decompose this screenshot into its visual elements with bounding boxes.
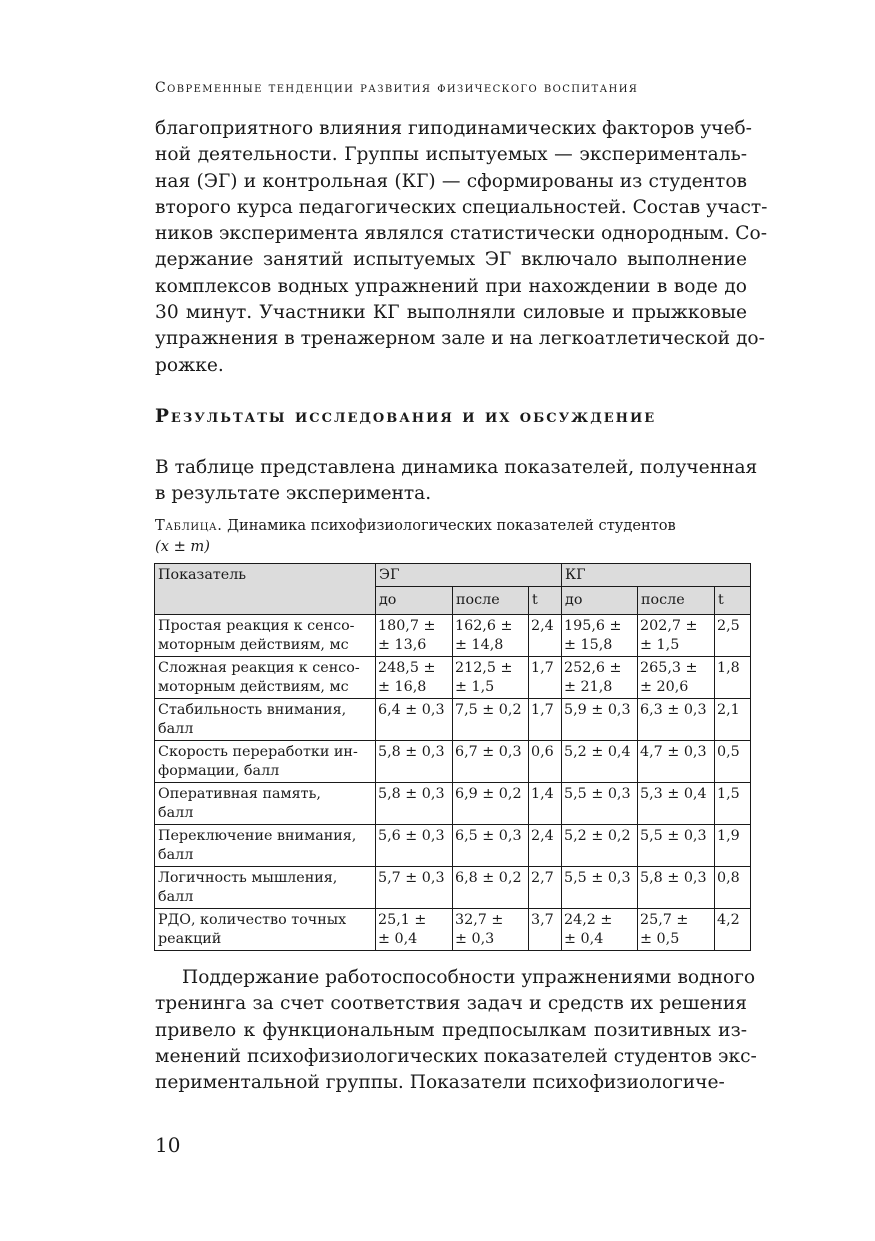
table-cell-indicator <box>155 867 376 909</box>
cell-line: Простая реакция к сенсо- <box>158 618 355 634</box>
text-line: В таблице представлена динамика показателей, полученная <box>155 457 758 478</box>
table-cell-eg-after <box>453 699 529 741</box>
results-table <box>154 563 751 951</box>
table-cell-kg-after <box>638 741 715 783</box>
intro-paragraph <box>155 116 768 379</box>
table-cell-kg-after <box>638 615 715 657</box>
table-cell-eg-before <box>376 909 453 951</box>
cell-line: 212,5 ± <box>455 660 513 676</box>
header-kg-after: после <box>638 587 715 615</box>
table-cell-kg-after <box>638 825 715 867</box>
cell-line: 1,8 <box>717 660 740 676</box>
cell-line: 6,3 ± 0,3 <box>640 702 707 718</box>
cell-line: 6,7 ± 0,3 <box>455 744 522 760</box>
table-row <box>155 783 751 825</box>
cell-line: 32,7 ± <box>455 912 504 928</box>
cell-line: 6,5 ± 0,3 <box>455 828 522 844</box>
table-cell-indicator <box>155 825 376 867</box>
table-cell-kg-after <box>638 867 715 909</box>
cell-line: 1,5 <box>717 786 740 802</box>
table-cell-kg-t <box>715 699 751 741</box>
cell-line: Переключение внимания, <box>158 828 357 844</box>
cell-line: реакций <box>158 931 222 947</box>
cell-line: 5,6 ± 0,3 <box>378 828 445 844</box>
table-row <box>155 657 751 699</box>
table-cell-kg-t <box>715 657 751 699</box>
table-cell-eg-after <box>453 741 529 783</box>
cell-line: ± 1,5 <box>640 637 680 653</box>
cell-line: 5,2 ± 0,2 <box>564 828 631 844</box>
cell-line: 25,7 ± <box>640 912 689 928</box>
table-cell-kg-after <box>638 657 715 699</box>
cell-line: ± 0,4 <box>564 931 604 947</box>
table-cell-indicator <box>155 699 376 741</box>
table-cell-eg-before <box>376 825 453 867</box>
cell-line: ± 1,5 <box>455 679 495 695</box>
table-cell-indicator <box>155 741 376 783</box>
text-line: периментальной группы. Показатели психофизиологиче- <box>155 1072 725 1094</box>
cell-line: 5,2 ± 0,4 <box>564 744 631 760</box>
cell-line: моторным действиям, мс <box>158 679 349 695</box>
cell-line: 0,8 <box>717 870 740 886</box>
cell-line: ± 21,8 <box>564 679 613 695</box>
cell-line: 4,2 <box>717 912 740 928</box>
cell-line: 5,5 ± 0,3 <box>564 786 631 802</box>
cell-line: ± 0,5 <box>640 931 680 947</box>
header-indicator: Показатель <box>155 564 376 615</box>
table-cell-eg-after <box>453 615 529 657</box>
text-line: ной деятельности. Группы испытуемых — эксперименталь- <box>155 144 747 166</box>
table-cell-kg-before <box>562 615 638 657</box>
cell-line: 24,2 ± <box>564 912 613 928</box>
table-cell-eg-t <box>529 867 562 909</box>
table-cell-indicator <box>155 615 376 657</box>
table-cell-kg-t <box>715 741 751 783</box>
header-group-eg: ЭГ <box>376 564 562 587</box>
table-row <box>155 825 751 867</box>
table-cell-kg-before <box>562 867 638 909</box>
text-line: 30 минут. Участники КГ выполняли силовые и прыжковые <box>155 302 747 324</box>
table-cell-kg-before <box>562 825 638 867</box>
header-kg-t: t <box>715 587 751 615</box>
cell-line: 2,1 <box>717 702 740 718</box>
text-line: Поддержание работоспособности упражнениями водного <box>182 967 756 988</box>
header-eg-before: до <box>376 587 453 615</box>
text-line: привело к функциональным предпосылкам позитивных из- <box>155 1019 747 1041</box>
text-line: в результате эксперимента. <box>155 483 432 505</box>
cell-line: ± 14,8 <box>455 637 504 653</box>
header-kg-before: до <box>562 587 638 615</box>
table-cell-indicator <box>155 657 376 699</box>
table-row <box>155 615 751 657</box>
table-cell-indicator <box>155 909 376 951</box>
cell-line: 265,3 ± <box>640 660 698 676</box>
cell-line: РДО, количество точных <box>158 912 347 928</box>
table-cell-eg-t <box>529 783 562 825</box>
table-cell-kg-t <box>715 825 751 867</box>
table-cell-kg-t <box>715 783 751 825</box>
cell-line: ± 0,4 <box>378 931 418 947</box>
header-group-kg: КГ <box>562 564 751 587</box>
cell-line: балл <box>158 847 194 863</box>
cell-line: 5,9 ± 0,3 <box>564 702 631 718</box>
conclusion-paragraph <box>155 965 757 1096</box>
table-cell-eg-after <box>453 909 529 951</box>
table-intro-paragraph <box>155 455 758 508</box>
cell-line: Скорость переработки ин- <box>158 744 358 760</box>
table-cell-eg-t <box>529 741 562 783</box>
table-cell-eg-t <box>529 825 562 867</box>
cell-line: 5,8 ± 0,3 <box>378 786 445 802</box>
text-line: комплексов водных упражнений при нахождении в воде до <box>155 275 747 297</box>
running-head: Современные тенденции развития физического воспитания <box>155 80 639 96</box>
table-cell-eg-before <box>376 699 453 741</box>
cell-line: моторным действиям, мс <box>158 637 349 653</box>
text-line: менений психофизиологических показателей студентов экс- <box>155 1045 757 1067</box>
table-cell-kg-before <box>562 741 638 783</box>
cell-line: 2,4 <box>531 618 554 634</box>
cell-line: 5,5 ± 0,3 <box>640 828 707 844</box>
text-line: благоприятного влияния гиподинамических факторов учеб- <box>155 118 752 139</box>
table-cell-kg-after <box>638 783 715 825</box>
cell-line: 6,8 ± 0,2 <box>455 870 522 886</box>
table-cell-kg-before <box>562 699 638 741</box>
table-cell-kg-t <box>715 909 751 951</box>
cell-line: ± 13,6 <box>378 637 427 653</box>
cell-line: 1,4 <box>531 786 554 802</box>
cell-line: 2,5 <box>717 618 740 634</box>
cell-line: 3,7 <box>531 912 554 928</box>
table-caption-formula: (x ± m) <box>155 538 210 555</box>
cell-line: 5,3 ± 0,4 <box>640 786 707 802</box>
cell-line: 7,5 ± 0,2 <box>455 702 522 718</box>
cell-line: ± 20,6 <box>640 679 689 695</box>
text-line: второго курса педагогических специальностей. Состав участ- <box>155 196 768 218</box>
cell-line: 248,5 ± <box>378 660 436 676</box>
table-cell-eg-after <box>453 657 529 699</box>
table-cell-eg-t <box>529 699 562 741</box>
cell-line: балл <box>158 889 194 905</box>
table-cell-kg-before <box>562 783 638 825</box>
cell-line: 252,6 ± <box>564 660 622 676</box>
cell-line: 5,5 ± 0,3 <box>564 870 631 886</box>
cell-line: Логичность мышления, <box>158 870 338 886</box>
table-cell-kg-after <box>638 699 715 741</box>
cell-line: 0,5 <box>717 744 740 760</box>
cell-line: 25,1 ± <box>378 912 427 928</box>
cell-line: Оперативная память, <box>158 786 321 802</box>
table-cell-eg-before <box>376 615 453 657</box>
table-caption-label: Таблица. <box>155 517 223 534</box>
table-cell-eg-t <box>529 657 562 699</box>
table-body <box>155 615 751 951</box>
table-row <box>155 699 751 741</box>
table-cell-eg-after <box>453 867 529 909</box>
text-line: тренинга за счет соответствия задач и средств их решения <box>155 993 747 1015</box>
table-row <box>155 867 751 909</box>
cell-line: ± 15,8 <box>564 637 613 653</box>
table-row <box>155 741 751 783</box>
text-line: рожке. <box>155 354 224 376</box>
table-cell-eg-after <box>453 783 529 825</box>
page-number: 10 <box>155 1133 181 1157</box>
cell-line: 1,7 <box>531 702 554 718</box>
cell-line: балл <box>158 805 194 821</box>
cell-line: 6,9 ± 0,2 <box>455 786 522 802</box>
table-cell-indicator <box>155 783 376 825</box>
table-cell-kg-after <box>638 909 715 951</box>
cell-line: балл <box>158 721 194 737</box>
cell-line: 5,7 ± 0,3 <box>378 870 445 886</box>
cell-line: 2,4 <box>531 828 554 844</box>
cell-line: 162,6 ± <box>455 618 513 634</box>
text-line: ная (ЭГ) и контрольная (КГ) — сформированы из студентов <box>155 170 747 192</box>
cell-line: 202,7 ± <box>640 618 698 634</box>
table-caption-text: Динамика психофизиологических показателей студентов <box>227 517 676 534</box>
header-eg-t: t <box>529 587 562 615</box>
cell-line: формации, балл <box>158 763 280 779</box>
table-cell-kg-before <box>562 657 638 699</box>
cell-line: 6,4 ± 0,3 <box>378 702 445 718</box>
cell-line: 4,7 ± 0,3 <box>640 744 707 760</box>
cell-line: 2,7 <box>531 870 554 886</box>
cell-line: ± 16,8 <box>378 679 427 695</box>
table-cell-eg-before <box>376 741 453 783</box>
header-eg-after: после <box>453 587 529 615</box>
cell-line: 1,9 <box>717 828 740 844</box>
cell-line: Стабильность внимания, <box>158 702 347 718</box>
table-cell-eg-t <box>529 909 562 951</box>
cell-line: ± 0,3 <box>455 931 495 947</box>
cell-line: Сложная реакция к сенсо- <box>158 660 360 676</box>
text-line: упражнения в тренажерном зале и на легкоатлетической до- <box>155 328 765 350</box>
cell-line: 5,8 ± 0,3 <box>640 870 707 886</box>
table-cell-kg-before <box>562 909 638 951</box>
table-cell-eg-after <box>453 825 529 867</box>
table-cell-kg-t <box>715 867 751 909</box>
cell-line: 1,7 <box>531 660 554 676</box>
cell-line: 180,7 ± <box>378 618 436 634</box>
text-line: держание занятий испытуемых ЭГ включало выполнение <box>155 249 747 271</box>
table-cell-eg-before <box>376 867 453 909</box>
table-cell-eg-before <box>376 783 453 825</box>
cell-line: 0,6 <box>531 744 554 760</box>
table-caption <box>155 515 755 557</box>
table-cell-eg-before <box>376 657 453 699</box>
cell-line: 195,6 ± <box>564 618 622 634</box>
cell-line: 5,8 ± 0,3 <box>378 744 445 760</box>
section-title: Результаты исследования и их обсуждение <box>155 406 657 427</box>
text-line: ников эксперимента являлся статистически однородным. Со- <box>155 223 768 245</box>
table-cell-eg-t <box>529 615 562 657</box>
table-cell-kg-t <box>715 615 751 657</box>
table-row <box>155 909 751 951</box>
